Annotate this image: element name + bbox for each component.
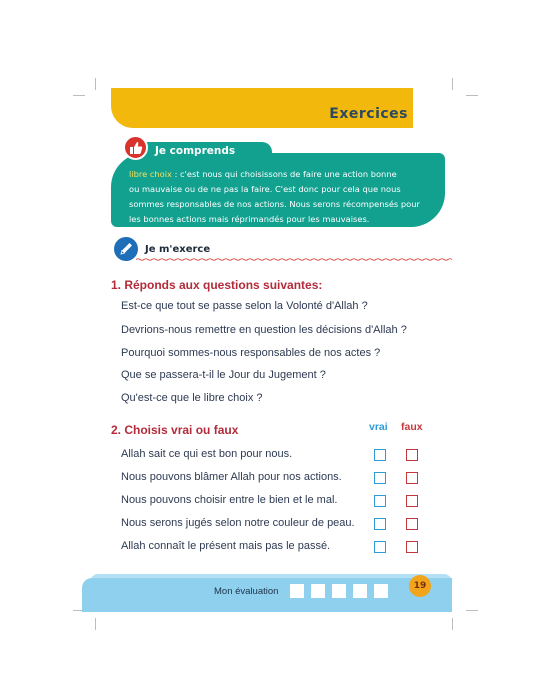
vrai-checkbox[interactable]	[374, 541, 386, 553]
faux-checkbox[interactable]	[406, 472, 418, 484]
evaluation-box[interactable]	[311, 584, 325, 598]
statement: Allah connaît le présent mais pas le passé.	[121, 540, 331, 552]
faux-column-header: faux	[401, 421, 423, 433]
faux-checkbox[interactable]	[406, 541, 418, 553]
thumbs-up-icon	[123, 135, 148, 160]
crop-mark	[73, 95, 85, 96]
section1-title: 1. Réponds aux questions suivantes:	[111, 278, 323, 292]
evaluation-box[interactable]	[332, 584, 346, 598]
definition-line: sommes responsables de nos actions. Nous serons récompensés pour	[129, 199, 420, 209]
crop-mark	[95, 78, 96, 90]
exerce-title: Je m'exerce	[145, 244, 211, 255]
definition-term: libre choix	[129, 169, 172, 179]
question: Qu'est-ce que le libre choix ?	[121, 392, 263, 404]
crop-mark	[452, 618, 453, 630]
faux-checkbox[interactable]	[406, 449, 418, 461]
question: Devrions-nous remettre en question les décisions d'Allah ?	[121, 324, 407, 336]
page-number: 19	[409, 575, 431, 597]
crop-mark	[95, 618, 96, 630]
question: Est-ce que tout se passe selon la Volonté d'Allah ?	[121, 300, 368, 312]
vrai-column-header: vrai	[369, 421, 388, 433]
statement: Nous serons jugés selon notre couleur de peau.	[121, 517, 355, 529]
faux-checkbox[interactable]	[406, 518, 418, 530]
vrai-checkbox[interactable]	[374, 472, 386, 484]
crop-mark	[466, 95, 478, 96]
comprends-title: Je comprends	[155, 145, 236, 157]
evaluation-box[interactable]	[353, 584, 367, 598]
vrai-checkbox[interactable]	[374, 518, 386, 530]
evaluation-box[interactable]	[290, 584, 304, 598]
vrai-checkbox[interactable]	[374, 495, 386, 507]
statement: Nous pouvons choisir entre le bien et le mal.	[121, 494, 338, 506]
wavy-divider	[136, 258, 453, 261]
faux-checkbox[interactable]	[406, 495, 418, 507]
page-title: Exercices	[329, 106, 408, 122]
evaluation-label: Mon évaluation	[214, 586, 279, 597]
section2-title: 2. Choisis vrai ou faux	[111, 423, 239, 437]
crop-mark	[466, 610, 478, 611]
comprends-text	[129, 167, 441, 227]
question: Pourquoi sommes-nous responsables de nos actes ?	[121, 347, 381, 359]
pencil-icon	[114, 237, 138, 261]
crop-mark	[452, 78, 453, 90]
evaluation-box[interactable]	[374, 584, 388, 598]
statement: Nous pouvons blâmer Allah pour nos actions.	[121, 471, 342, 483]
definition-line: ou mauvaise ou de ne pas la faire. C'est donc pour cela que nous	[129, 184, 401, 194]
statement: Allah sait ce qui est bon pour nous.	[121, 448, 293, 460]
definition-line: les bonnes actions mais réprimandés pour les mauvaises.	[129, 214, 370, 224]
vrai-checkbox[interactable]	[374, 449, 386, 461]
question: Que se passera-t-il le Jour du Jugement ?	[121, 369, 326, 381]
definition-line: : c'est nous qui choisissons de faire une action bonne	[171, 169, 397, 179]
